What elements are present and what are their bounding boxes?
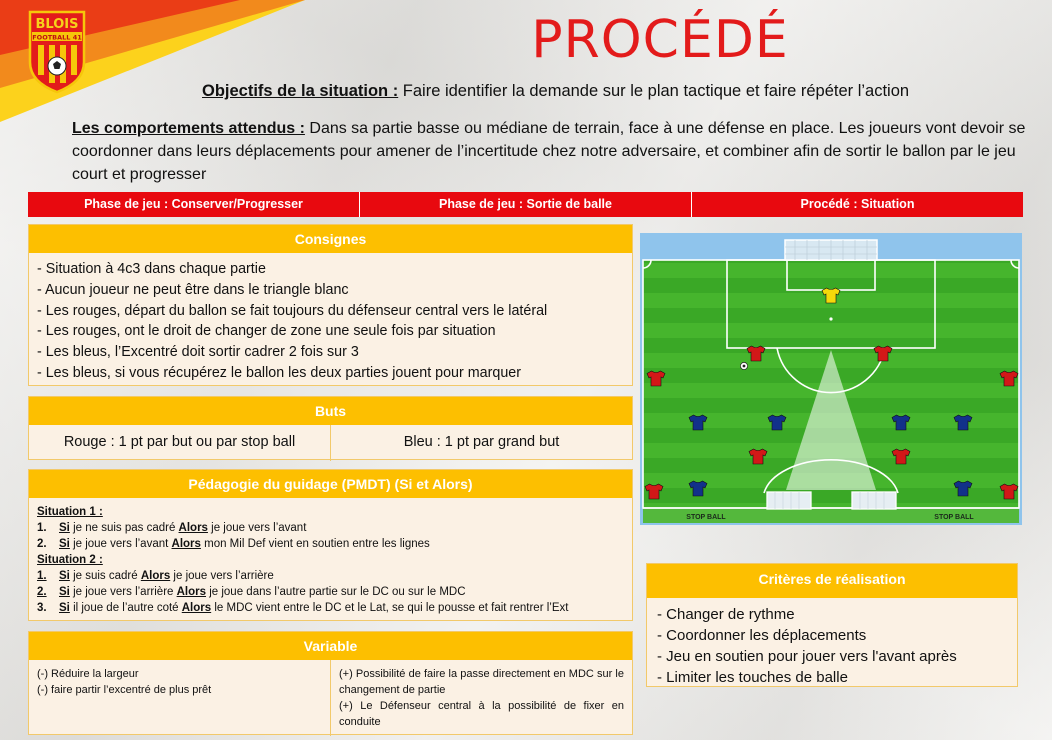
logo-text-band: FOOTBALL 41 <box>32 33 82 42</box>
objectifs-line <box>202 82 909 101</box>
variable-item: (+) Possibilité de faire la passe directement en MDC sur le changement de partie <box>339 668 624 696</box>
situation-2-line: 2. Si je joue vers l’arrière Alors je joue dans l’autre partie sur le DC ou sur le MDC <box>37 586 466 598</box>
phase-sortie: Phase de jeu : Sortie de balle <box>360 192 692 217</box>
variable-box <box>28 631 633 735</box>
criteres-header: Critères de réalisation <box>647 564 1017 598</box>
stop-ball-right: STOP BALL <box>934 514 974 521</box>
consigne-item: - Les rouges, ont le droit de changer de zone une seule fois par situation <box>37 323 496 340</box>
critere-item: - Jeu en soutien pour jouer vers l'avant après <box>657 648 957 665</box>
consignes-list <box>29 253 632 390</box>
buts-box <box>28 396 633 460</box>
phase-conserver: Phase de jeu : Conserver/Progresser <box>28 192 360 217</box>
situation-2-title: Situation 2 : <box>37 554 103 566</box>
variable-minus <box>29 660 331 736</box>
variable-header: Variable <box>29 632 632 660</box>
variable-item: (+) Le Défenseur central à la possibilité de fixer en conduite <box>339 700 624 728</box>
pedagogie-header: Pédagogie du guidage (PMDT) (Si et Alors) <box>29 470 632 498</box>
stop-ball-left: STOP BALL <box>686 514 726 521</box>
situation-1-line: 2. Si je joue vers l’avant Alors mon Mil Def vient en soutien entre les lignes <box>37 538 430 550</box>
logo-text-top: BLOIS <box>35 17 79 32</box>
situation-2-line: 1. Si je suis cadré Alors je joue vers l’arrière <box>37 570 274 582</box>
consigne-item: - Les rouges, départ du ballon se fait toujours du défenseur central vers le latéral <box>37 302 548 319</box>
buts-bleu: Bleu : 1 pt par grand but <box>403 434 560 450</box>
critere-item: - Changer de rythme <box>657 606 795 623</box>
consignes-box <box>28 224 633 386</box>
buts-header: Buts <box>29 397 632 425</box>
comportements-paragraph <box>72 117 1032 186</box>
buts-rouge: Rouge : 1 pt par but ou par stop ball <box>29 425 331 461</box>
variable-item: (-) faire partir l’excentré de plus prêt <box>37 684 212 696</box>
objectifs-label: Objectifs de la situation : <box>202 82 399 100</box>
consigne-item: - Aucun joueur ne peut être dans le triangle blanc <box>37 281 349 298</box>
variable-item: (-) Réduire la largeur <box>37 668 139 680</box>
phase-procede: Procédé : Situation <box>800 197 915 211</box>
situation-1-line: 1. Si je ne suis pas cadré Alors je joue vers l’avant <box>37 522 307 534</box>
consigne-item: - Les bleus, l’Excentré doit sortir cadrer 2 fois sur 3 <box>37 344 359 361</box>
variable-plus <box>331 660 632 736</box>
comportements-label: Les comportements attendus : <box>72 120 305 137</box>
comportements-text: Dans sa partie basse ou médiane de terrain, face à une défense en place. Les joueurs vont devoir se coordonner dans leurs déplacements pour amener de l’incertitude chez notre adversaire, et combiner afin de sortir le ballon par le jeu court et progresser <box>72 120 1026 183</box>
club-logo <box>28 10 86 94</box>
criteres-list <box>647 598 1017 694</box>
critere-item: - Limiter les touches de balle <box>657 669 848 686</box>
situation-1-title: Situation 1 : <box>37 506 103 518</box>
objectifs-text: Faire identifier la demande sur le plan tactique et faire répéter l’action <box>398 82 910 100</box>
pedagogie-box <box>28 469 633 621</box>
situation-2-line: 3. Si il joue de l’autre coté Alors le MDC vient entre le DC et le Lat, se qui le pousse et fait rentrer l’Ext <box>37 602 569 614</box>
consigne-item: - Situation à 4c3 dans chaque partie <box>37 261 266 277</box>
criteres-box <box>646 563 1018 687</box>
consigne-item: - Les bleus, si vous récupérez le ballon les deux parties jouent pour marquer <box>37 364 521 381</box>
page-title: PROCÉDÉ <box>531 10 789 70</box>
phase-bar <box>28 192 1023 217</box>
consignes-header: Consignes <box>29 225 632 253</box>
pitch-diagram <box>640 233 1022 525</box>
critere-item: - Coordonner les déplacements <box>657 627 867 644</box>
ball-icon <box>740 362 747 369</box>
